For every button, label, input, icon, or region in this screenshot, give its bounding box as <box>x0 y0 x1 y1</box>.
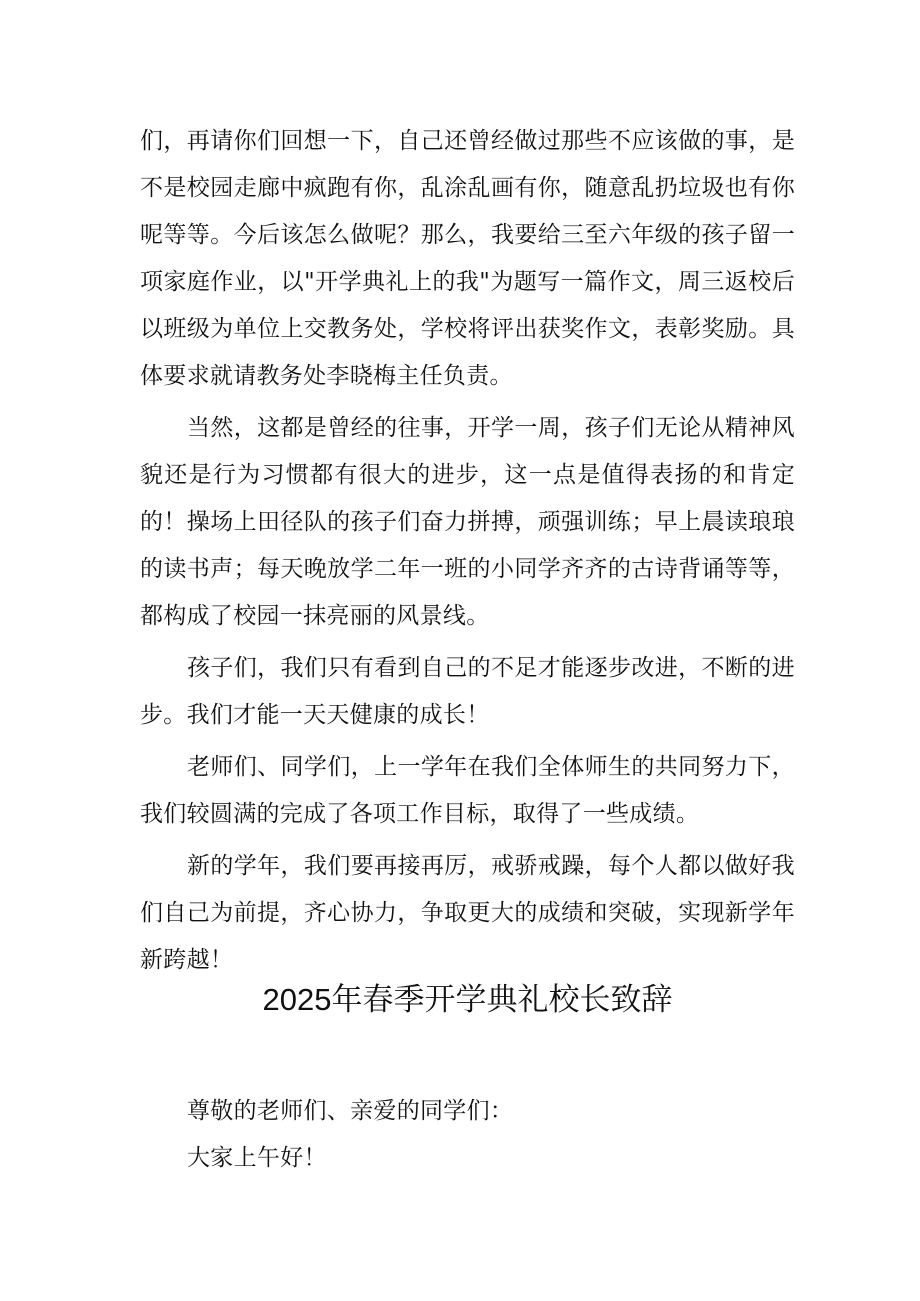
paragraph-progress: 当然，这都是曾经的往事，开学一周，孩子们无论从精神风貌还是行为习惯都有很大的进步，这一点是值得表扬的和肯定的！操场上田径队的孩子们奋力拼搏，顽强训练；早上晨读琅琅的读书声；每天晚放学二年一班的小同学齐齐的古诗背诵等等，都构成了校园一抹亮丽的风景线。 <box>140 415 795 629</box>
speech-title: 2025年春季开学典礼校长致辞 <box>262 982 673 1017</box>
paragraph-new-year: 新的学年，我们要再接再厉，戒骄戒躁，每个人都以做好我们自己为前提，齐心协力，争取更大的成绩和突破，实现新学年新跨越！ <box>140 853 795 973</box>
paragraph-improvement: 孩子们，我们只有看到自己的不足才能逐步改进，不断的进步。我们才能一天天健康的成长！ <box>140 655 795 728</box>
speech-opening <box>140 1088 795 1182</box>
greeting: 大家上午好！ <box>187 1145 327 1171</box>
paragraph-achievements: 老师们、同学们，上一学年在我们全体师生的共同努力下，我们较圆满的完成了各项工作目标，取得了一些成绩。 <box>140 754 795 827</box>
salutation: 尊敬的老师们、亲爱的同学们： <box>187 1098 514 1124</box>
body-text <box>140 118 795 989</box>
paragraph-continuation: 们，再请你们回想一下，自己还曾经做过那些不应该做的事，是不是校园走廊中疯跑有你，乱涂乱画有你，随意乱扔垃圾也有你呢等等。今后该怎么做呢？那么，我要给三至六年级的孩子留一项家庭作业，以"开学典礼上的我"为题写一篇作文，周三返校后以班级为单位上交教务处，学校将评出获奖作文，表彰奖励。具体要求就请教务处李晓梅主任负责。 <box>140 128 795 389</box>
